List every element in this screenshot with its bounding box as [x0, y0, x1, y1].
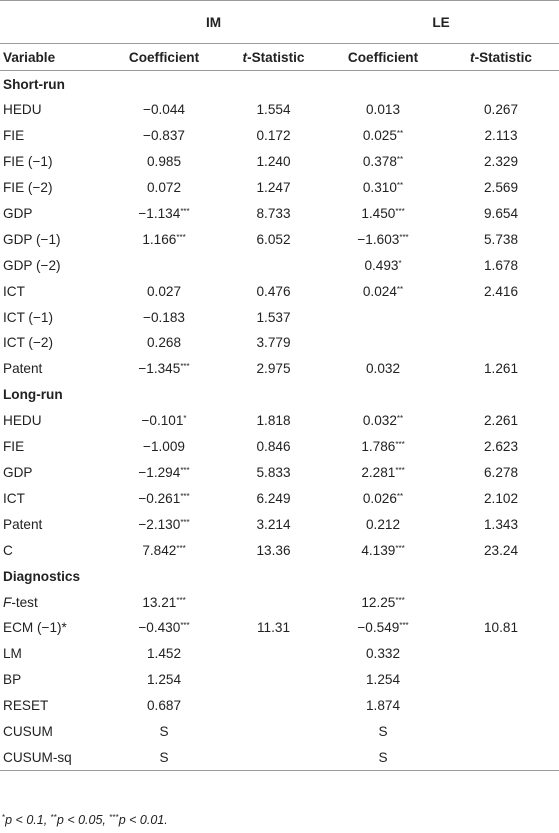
- cell-value: 3.214: [256, 516, 291, 532]
- column-header-le-t-statistic: t-Statistic: [443, 44, 559, 71]
- im-t-statistic-cell: [224, 123, 323, 149]
- cell-value: −0.261: [138, 490, 181, 506]
- im-t-statistic-cell: [224, 97, 323, 123]
- cell-value: 9.654: [484, 206, 519, 221]
- le-t-statistic-cell: [443, 460, 559, 486]
- significance-stars: ***: [180, 517, 190, 527]
- significance-stars: ***: [399, 621, 409, 631]
- variable-cell: [0, 97, 104, 123]
- im-t-statistic-cell: [224, 693, 323, 719]
- im-coefficient-cell: [104, 97, 224, 123]
- cell-value: GDP (−2): [3, 257, 61, 273]
- cell-value: 13.21: [142, 594, 177, 610]
- significance-stars: **: [396, 181, 404, 191]
- cell-value: 1.452: [146, 646, 182, 662]
- significance-stars: ***: [399, 232, 409, 242]
- cell-value: FIE: [3, 439, 25, 455]
- cell-value: 1.786: [361, 439, 396, 455]
- cell-value: 4.139: [361, 542, 396, 558]
- le-coefficient-cell: [323, 252, 443, 278]
- significance-stars: ***: [395, 466, 405, 476]
- variable-cell: [0, 330, 104, 356]
- cell-value: 2.623: [484, 439, 519, 455]
- variable-cell: [0, 123, 104, 149]
- cell-value: 1.537: [256, 309, 291, 325]
- table-row: [0, 278, 559, 304]
- cell-value: −0.430: [138, 620, 181, 636]
- le-t-statistic-cell: [443, 667, 559, 693]
- cell-value: 0.212: [366, 516, 401, 532]
- table-row: [0, 744, 559, 770]
- im-coefficient-cell: [104, 537, 224, 563]
- le-coefficient-cell: [323, 460, 443, 486]
- cell-value: FIE (−2): [3, 180, 53, 196]
- section-title: Long-run: [3, 387, 63, 403]
- im-coefficient-cell: [104, 693, 224, 719]
- le-coefficient-cell: [323, 511, 443, 537]
- im-coefficient-cell: [104, 615, 224, 641]
- le-t-statistic-cell: [443, 278, 559, 304]
- variable-cell: [0, 667, 104, 693]
- table-row: [0, 460, 559, 486]
- im-t-statistic-cell: [224, 226, 323, 252]
- table-row: [0, 356, 559, 382]
- im-coefficient-cell: [104, 460, 224, 486]
- im-coefficient-cell: [104, 641, 224, 667]
- cell-value: 1.166: [142, 231, 177, 247]
- cell-value: S: [159, 724, 169, 740]
- table-row: [0, 667, 559, 693]
- significance-stars: ***: [180, 207, 190, 216]
- im-t-statistic-cell: [224, 434, 323, 460]
- im-t-statistic-cell: [224, 511, 323, 537]
- le-coefficient-cell: [323, 123, 443, 149]
- im-coefficient-cell: [104, 744, 224, 770]
- le-t-statistic-cell: [443, 97, 559, 123]
- cell-value: HEDU: [3, 413, 42, 429]
- significance-stars: ***: [180, 621, 190, 631]
- table-row: [0, 615, 559, 641]
- table-row: [0, 511, 559, 537]
- cell-value: 7.842: [142, 542, 177, 558]
- le-coefficient-cell: [323, 97, 443, 123]
- cell-value: CUSUM: [3, 724, 53, 740]
- cell-value: GDP: [3, 465, 33, 481]
- cell-value: ECM (−1)*: [3, 620, 67, 636]
- im-coefficient-cell: [104, 304, 224, 330]
- group-header-row: [0, 1, 559, 44]
- table-row: [0, 149, 559, 175]
- table-row: [0, 641, 559, 667]
- cell-value: 0.476: [256, 283, 291, 299]
- le-t-statistic-cell: [443, 719, 559, 745]
- cell-value: ICT (−2): [3, 335, 53, 351]
- variable-cell: [0, 226, 104, 252]
- im-coefficient-cell: [104, 175, 224, 201]
- variable-cell: [0, 278, 104, 304]
- le-coefficient-cell: [323, 330, 443, 356]
- cell-value: 0.267: [484, 102, 519, 118]
- cell-value: ICT: [3, 490, 25, 506]
- im-t-statistic-cell: [224, 408, 323, 434]
- significance-stars: ***: [180, 491, 190, 501]
- cell-value: RESET: [3, 698, 49, 714]
- significance-stars: **: [396, 284, 404, 294]
- variable-cell: [0, 537, 104, 563]
- cell-value: −1.345: [138, 361, 181, 377]
- significance-stars: **: [396, 491, 404, 501]
- cell-value: −1.603: [357, 231, 400, 247]
- cell-value: Patent: [3, 516, 43, 532]
- significance-stars: ***: [176, 543, 186, 553]
- section-header-row: [0, 71, 559, 98]
- im-coefficient-cell: [104, 226, 224, 252]
- group-header-blank: [0, 1, 104, 44]
- im-t-statistic-cell: [224, 667, 323, 693]
- variable-cell: [0, 615, 104, 641]
- cell-value: 1.254: [146, 672, 182, 688]
- cell-value: −1.134: [138, 206, 181, 221]
- significance-stars: ***: [395, 543, 405, 553]
- significance-stars: ***: [180, 362, 190, 372]
- cell-value: 0.013: [366, 102, 401, 118]
- le-coefficient-cell: [323, 304, 443, 330]
- significance-stars: **: [396, 129, 404, 139]
- im-coefficient-cell: [104, 201, 224, 227]
- cell-value: 1.818: [256, 413, 291, 429]
- cell-value: 0.310: [362, 180, 397, 196]
- cell-value: 0.687: [146, 698, 182, 714]
- im-t-statistic-cell: [224, 537, 323, 563]
- footnote-mark: **: [50, 813, 57, 822]
- cell-value: −0.101: [141, 413, 184, 429]
- cell-value: 2.329: [484, 154, 519, 170]
- le-coefficient-cell: [323, 356, 443, 382]
- variable-cell: [0, 201, 104, 227]
- im-coefficient-cell: [104, 589, 224, 615]
- cell-value: ICT: [3, 283, 25, 299]
- im-t-statistic-cell: [224, 175, 323, 201]
- cell-value: 2.261: [484, 413, 519, 429]
- cell-value: 5.738: [484, 231, 519, 247]
- variable-cell: [0, 641, 104, 667]
- cell-value: GDP (−1): [3, 231, 61, 247]
- cell-value: Patent: [3, 361, 43, 377]
- le-t-statistic-cell: [443, 201, 559, 227]
- variable-cell: [0, 719, 104, 745]
- cell-value: ICT (−1): [3, 309, 53, 325]
- le-coefficient-cell: [323, 615, 443, 641]
- cell-value: −1.009: [143, 439, 185, 455]
- cell-value: 0.846: [256, 439, 291, 455]
- cell-value: −0.044: [143, 102, 185, 118]
- cell-value: 23.24: [484, 542, 519, 558]
- cell-value: 6.278: [484, 465, 519, 481]
- cell-value: S: [378, 749, 388, 765]
- cell-value: 0.493: [364, 257, 399, 273]
- im-coefficient-cell: [104, 485, 224, 511]
- table-row: [0, 123, 559, 149]
- le-coefficient-cell: [323, 537, 443, 563]
- cell-value: CUSUM-sq: [3, 749, 72, 765]
- table-row: [0, 719, 559, 745]
- cell-value: 8.733: [256, 206, 291, 221]
- im-coefficient-cell: [104, 719, 224, 745]
- cell-value: 6.249: [256, 490, 291, 506]
- variable-cell: [0, 175, 104, 201]
- variable-cell: [0, 589, 104, 615]
- im-t-statistic-cell: [224, 641, 323, 667]
- im-coefficient-cell: [104, 434, 224, 460]
- column-header-im-t-statistic: t-Statistic: [224, 44, 323, 71]
- le-coefficient-cell: [323, 201, 443, 227]
- cell-value: 6.052: [256, 231, 291, 247]
- im-coefficient-cell: [104, 149, 224, 175]
- le-t-statistic-cell: [443, 589, 559, 615]
- significance-footnote: [2, 813, 168, 827]
- cell-value: 1.240: [256, 154, 291, 170]
- im-coefficient-cell: [104, 278, 224, 304]
- im-t-statistic-cell: [224, 304, 323, 330]
- cell-value: 2.113: [484, 128, 518, 144]
- cell-value: C: [3, 542, 13, 558]
- cell-value: 1.874: [366, 698, 401, 714]
- le-coefficient-cell: [323, 719, 443, 745]
- table-row: [0, 304, 559, 330]
- table-row: [0, 201, 559, 227]
- cell-value: FIE (−1): [3, 154, 53, 170]
- footnote-text: p < 0.1,: [5, 813, 51, 827]
- significance-stars: ***: [395, 440, 405, 450]
- variable-cell: [0, 252, 104, 278]
- footnote-mark: *: [2, 813, 6, 822]
- cell-value: HEDU: [3, 102, 42, 118]
- column-header-im-coefficient: Coefficient: [104, 44, 224, 71]
- im-coefficient-cell: [104, 123, 224, 149]
- le-t-statistic-cell: [443, 408, 559, 434]
- le-t-statistic-cell: [443, 485, 559, 511]
- table-row: [0, 589, 559, 615]
- significance-stars: *: [398, 258, 402, 268]
- table-row: [0, 226, 559, 252]
- cell-value: 0.027: [146, 283, 182, 299]
- significance-stars: ***: [395, 595, 405, 605]
- table-row: [0, 175, 559, 201]
- cell-value: −2.130: [138, 516, 181, 532]
- cell-value: 0.032: [362, 413, 397, 429]
- im-t-statistic-cell: [224, 278, 323, 304]
- le-coefficient-cell: [323, 744, 443, 770]
- cell-value: 0.332: [366, 646, 401, 662]
- footnote-text: p < 0.01.: [118, 813, 168, 827]
- column-header-variable: Variable: [0, 44, 104, 71]
- cell-value: 1.554: [256, 102, 291, 118]
- table-row: [0, 97, 559, 123]
- cell-value: FIE: [3, 128, 25, 144]
- table-row: [0, 693, 559, 719]
- im-t-statistic-cell: [224, 252, 323, 278]
- cell-value: F-test: [3, 594, 38, 610]
- cell-value: −0.183: [143, 309, 185, 325]
- column-header-le-coefficient: Coefficient: [323, 44, 443, 71]
- le-t-statistic-cell: [443, 356, 559, 382]
- table-row: [0, 330, 559, 356]
- cell-value: S: [378, 724, 388, 740]
- cell-value: 12.25: [361, 594, 396, 610]
- le-coefficient-cell: [323, 226, 443, 252]
- cell-value: 1.247: [256, 180, 291, 196]
- group-header-le: LE: [432, 14, 450, 30]
- significance-stars: ***: [176, 232, 186, 242]
- cell-value: −1.294: [138, 465, 181, 481]
- variable-cell: [0, 149, 104, 175]
- le-coefficient-cell: [323, 408, 443, 434]
- le-coefficient-cell: [323, 589, 443, 615]
- cell-value: 1.450: [361, 206, 396, 221]
- variable-cell: [0, 460, 104, 486]
- le-coefficient-cell: [323, 149, 443, 175]
- variable-cell: [0, 434, 104, 460]
- cell-value: 1.254: [366, 672, 401, 688]
- cell-value: 10.81: [484, 620, 519, 636]
- cell-value: 0.072: [146, 180, 182, 196]
- significance-stars: **: [396, 414, 404, 424]
- le-coefficient-cell: [323, 485, 443, 511]
- im-coefficient-cell: [104, 408, 224, 434]
- le-t-statistic-cell: [443, 641, 559, 667]
- im-coefficient-cell: [104, 252, 224, 278]
- cell-value: 2.281: [361, 465, 396, 481]
- im-coefficient-cell: [104, 356, 224, 382]
- le-t-statistic-cell: [443, 434, 559, 460]
- im-t-statistic-cell: [224, 460, 323, 486]
- cell-value: 0.026: [362, 490, 397, 506]
- le-t-statistic-cell: [443, 537, 559, 563]
- variable-cell: [0, 408, 104, 434]
- le-t-statistic-cell: [443, 511, 559, 537]
- table-row: [0, 408, 559, 434]
- im-t-statistic-cell: [224, 589, 323, 615]
- im-coefficient-cell: [104, 330, 224, 356]
- le-t-statistic-cell: [443, 693, 559, 719]
- im-t-statistic-cell: [224, 149, 323, 175]
- le-t-statistic-cell: [443, 330, 559, 356]
- cell-value: BP: [3, 672, 22, 688]
- footnote-mark: ***: [109, 813, 119, 822]
- cell-value: 1.678: [484, 257, 519, 273]
- cell-value: LM: [3, 646, 22, 662]
- le-coefficient-cell: [323, 175, 443, 201]
- im-t-statistic-cell: [224, 330, 323, 356]
- cell-value: 13.36: [256, 542, 291, 558]
- le-t-statistic-cell: [443, 252, 559, 278]
- variable-cell: [0, 511, 104, 537]
- le-t-statistic-cell: [443, 175, 559, 201]
- variable-cell: [0, 356, 104, 382]
- cell-value: 11.31: [257, 620, 291, 636]
- le-coefficient-cell: [323, 278, 443, 304]
- cell-value: GDP: [3, 206, 33, 221]
- cell-value: 5.833: [256, 465, 291, 481]
- cell-value: −0.549: [357, 620, 400, 636]
- table-row: [0, 537, 559, 563]
- im-t-statistic-cell: [224, 744, 323, 770]
- section-header-row: [0, 382, 559, 408]
- variable-cell: [0, 304, 104, 330]
- cell-value: 0.024: [362, 283, 397, 299]
- significance-stars: ***: [180, 466, 190, 476]
- cell-value: 0.268: [146, 335, 182, 351]
- section-title: Diagnostics: [3, 568, 81, 584]
- variable-cell: [0, 693, 104, 719]
- significance-stars: **: [396, 155, 404, 165]
- le-coefficient-cell: [323, 434, 443, 460]
- cell-value: 1.343: [484, 516, 519, 532]
- table-row: [0, 434, 559, 460]
- im-coefficient-cell: [104, 511, 224, 537]
- le-t-statistic-cell: [443, 226, 559, 252]
- cell-value: 2.416: [484, 283, 519, 299]
- cell-value: 2.569: [484, 180, 519, 196]
- column-header-row: [0, 44, 559, 71]
- cell-value: 0.985: [146, 154, 182, 170]
- le-t-statistic-cell: [443, 149, 559, 175]
- cell-value: S: [159, 749, 169, 765]
- cell-value: 1.261: [484, 361, 519, 377]
- cell-value: 0.025: [362, 128, 397, 144]
- table-row: [0, 252, 559, 278]
- le-coefficient-cell: [323, 693, 443, 719]
- section-title: Short-run: [0, 71, 559, 98]
- le-t-statistic-cell: [443, 304, 559, 330]
- cell-value: 2.975: [256, 361, 291, 377]
- le-t-statistic-cell: [443, 123, 559, 149]
- im-coefficient-cell: [104, 667, 224, 693]
- cell-value: −0.837: [143, 128, 185, 144]
- footnote-text: p < 0.05,: [56, 813, 110, 827]
- table-body: [0, 71, 559, 771]
- significance-stars: ***: [176, 595, 186, 605]
- group-header-im: IM: [205, 14, 222, 30]
- table-row: [0, 485, 559, 511]
- im-t-statistic-cell: [224, 719, 323, 745]
- significance-stars: ***: [395, 207, 405, 216]
- im-t-statistic-cell: [224, 615, 323, 641]
- le-coefficient-cell: [323, 667, 443, 693]
- cell-value: 0.172: [256, 128, 291, 144]
- cell-value: 0.032: [366, 361, 401, 377]
- cell-value: 0.378: [362, 154, 397, 170]
- le-t-statistic-cell: [443, 615, 559, 641]
- im-t-statistic-cell: [224, 201, 323, 227]
- significance-stars: *: [183, 414, 187, 424]
- cell-value: 3.779: [256, 335, 291, 351]
- le-t-statistic-cell: [443, 744, 559, 770]
- im-t-statistic-cell: [224, 356, 323, 382]
- section-header-row: [0, 563, 559, 589]
- im-t-statistic-cell: [224, 485, 323, 511]
- cell-value: 2.102: [484, 490, 519, 506]
- le-coefficient-cell: [323, 641, 443, 667]
- variable-cell: [0, 485, 104, 511]
- variable-cell: [0, 744, 104, 770]
